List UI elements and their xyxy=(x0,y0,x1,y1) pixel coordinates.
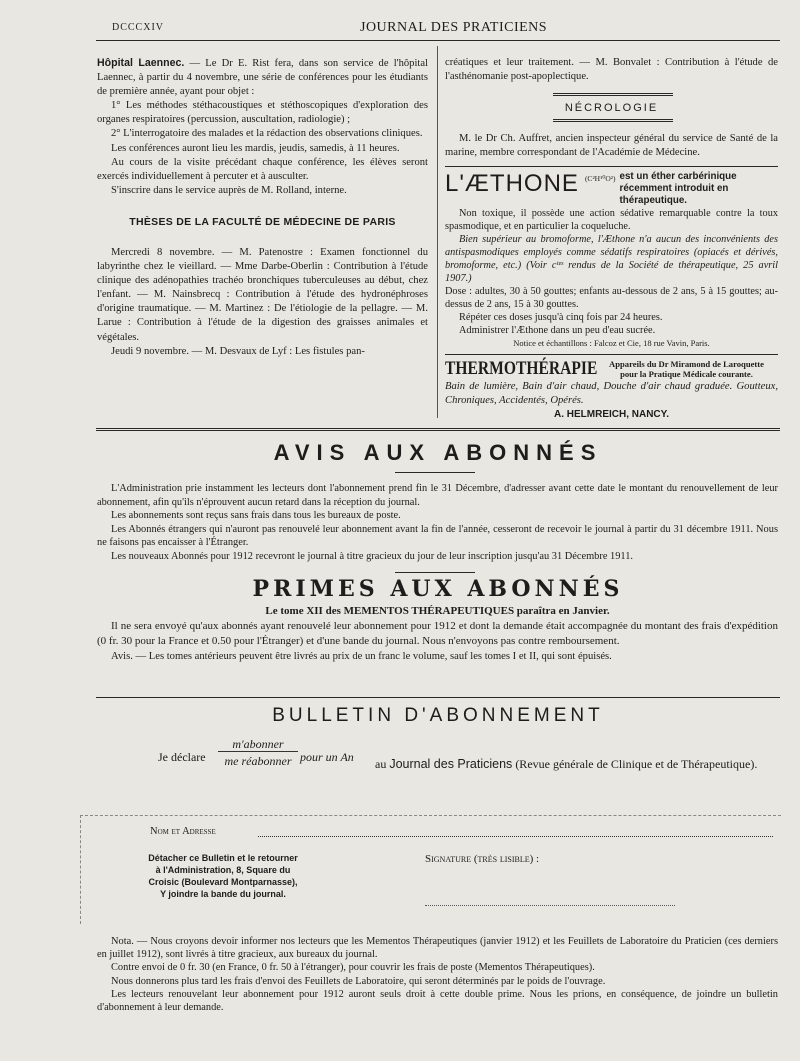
necrologie-title: NÉCROLOGIE xyxy=(564,102,659,115)
necro-rule-bottom xyxy=(553,119,673,122)
theses-title: THÈSES DE LA FACULTÉ DE MÉDECINE DE PARIS xyxy=(129,215,396,228)
primes-body xyxy=(97,604,778,664)
journal-title: JOURNAL DES PRATICIENS xyxy=(360,20,548,35)
thermotherapie-ad xyxy=(445,358,778,420)
nota-p4: Les lecteurs renouvelant leur abonnement pour 1912 auront seuls droit à cette double prime. Nous les prions, en conséquence, de joindre un bulletin d'abonnement à leur demande. xyxy=(97,988,778,1014)
aethone-tagline: est un éther carbérinique récemment introduit en thérapeutique. xyxy=(619,171,737,207)
subscribe-options xyxy=(218,737,298,768)
primes-p2: Il ne sera envoyé qu'aux abonnés ayant renouvelé leur abonnement pour 1912 et dont la demande était accompagnée du montant des frais d'expédition (0 fr. 30 pour la France et 0.50 pour l'Étranger) et d'une bande du journal. Nous n'envoyons pas contre remboursement. xyxy=(97,620,778,647)
primes-p3: Avis. — Les tomes antérieurs peuvent être livrés au prix de un franc le volume, sauf les tomes I et II, qui sont épuisés. xyxy=(111,651,612,662)
aethone-title: L'ÆTHONE xyxy=(445,170,579,198)
avis-rule-2 xyxy=(395,572,475,573)
column-divider xyxy=(437,46,438,418)
detach-note xyxy=(123,852,323,900)
au-text: au xyxy=(375,757,387,771)
necrologie-text: M. le Dr Ch. Auffret, ancien inspecteur général du service de Santé de la marine, membre correspondant de l'Académie de Médecine. xyxy=(445,133,778,159)
bulletin-journal-line xyxy=(375,750,778,778)
right-column xyxy=(445,56,778,420)
primes-p1: Le tome XII des MEMENTOS THÉRAPEUTIQUES paraîtra en Janvier. xyxy=(265,605,610,617)
nota-section xyxy=(97,935,778,1014)
aethone-notice: Notice et échantillons : Falcoz et Cie, 18 rue Vavin, Paris. xyxy=(513,338,710,349)
nota-p1: Nota. — Nous croyons devoir informer nos lecteurs que les Mementos Thérapeutiques (janvier 1912) et les Feuillets de Laboratoire du Praticien (ces derniers en juillet 1912), sont livrés à titre gracieux, aux bureaux du journal. xyxy=(97,936,778,961)
aethone-repeat: Répéter ces doses jusqu'à cinq fois par 24 heures. xyxy=(459,312,663,324)
nom-field[interactable] xyxy=(258,836,773,837)
thermo-rule xyxy=(445,354,778,355)
declare-text: Je déclare xyxy=(158,750,206,764)
aethone-p2: Bien supérieur au bromoforme, l'Æthone n'a aucun des inconvénients des antispasmodiques employés comme sédatifs respiratoires (opiacés et dérivés, bromoforme, etc.) (Voir cᵗᵉˢ rendus de la Société de thérapeutique, 25 avril 1907.) xyxy=(445,234,778,285)
left-column xyxy=(97,56,428,359)
aethone-formula: (C²H¹⁰O²) xyxy=(584,174,616,184)
nota-p3: Nous donnerons plus tard les frais d'envoi des Feuillets de Laboratoire, qui seront déterminés par le poids de l'ouvrage. xyxy=(111,975,606,987)
thermo-tag-1: Appareils du Dr Miramond de Laroquette xyxy=(609,359,764,370)
avis-body xyxy=(97,482,778,564)
signature-label: Signature (très lisible) : xyxy=(425,853,540,865)
hopital-item: S'inscrire dans le service auprès de M. Rolland, interne. xyxy=(111,184,347,196)
section-rule xyxy=(96,428,780,431)
thermo-title: THERMOTHÉRAPIE xyxy=(445,358,598,380)
hopital-item: 1° Les méthodes stéthacoustiques et stéthoscopiques d'exploration des organes respiratoires (percussion, auscultation, radiologie) ; xyxy=(97,100,428,126)
avis-p4: Les nouveaux Abonnés pour 1912 recevront le journal à titre gracieux du jour de leur inscription jusqu'au 31 Décembre 1911. xyxy=(111,550,634,562)
necro-rule-top xyxy=(553,93,673,96)
detach-line: Y joindre la bande du journal. xyxy=(160,889,286,899)
header-rule xyxy=(96,40,780,41)
thermo-tagline xyxy=(595,359,778,379)
aethone-ad xyxy=(445,171,778,349)
option-abonner: m'abonner xyxy=(232,737,284,751)
hopital-item: Au cours de la visite précédant chaque conférence, les élèves seront exercés individuellement à percuter et à ausculter. xyxy=(97,156,428,182)
avis-p1: L'Administration prie instamment les lecteurs dont l'abonnement prend fin le 31 Décembre, d'adresser avant cette date le montant du renouvellement de leur abonnement, afin qu'ils n'éprouvent aucun retard dans la réception du journal. xyxy=(97,483,778,508)
journal-rest: (Revue générale de Clinique et de Thérapeutique). xyxy=(515,757,758,771)
signature-field[interactable] xyxy=(425,905,675,906)
primes-title: PRIMES AUX ABONNÉS xyxy=(252,576,624,602)
theses-text: Mercredi 8 novembre. — M. Patenostre : Examen fonctionnel du labyrinthe chez le vieillard. — Mme Darbe-Oberlin : Contribution à l'étude clinique des adénopathies trachéo bronchiques tuberculeuses au début, chez l'enfant. — M. Nainsbrecq : Contribution à l'étude des hydronéphroses d'origine traumatique. — M. Martinez : De l'étiologie de la pellagre. — M. Larue : Contribution à l'étude de la digestion des graisses animales et végétales. xyxy=(97,246,428,343)
avis-title: AVIS AUX ABONNÉS xyxy=(273,440,603,465)
hopital-title: Hôpital Laennec. xyxy=(97,57,185,69)
thermo-text: Bain de lumière, Bain d'air chaud, Douche d'air chaud graduée. Goutteux, Chroniques, Accidentés, Opérés. xyxy=(445,381,778,407)
nota-p2: Contre envoi de 0 fr. 30 (en France, 0 fr. 50 à l'étranger), pour couvrir les frais de poste (Mementos Thérapeutiques). xyxy=(111,962,595,974)
hopital-item: 2° L'interrogatoire des malades et la rédaction des observations cliniques. xyxy=(111,128,423,140)
hopital-item: Les conférences auront lieu les mardis, jeudis, samedis, à 11 heures. xyxy=(111,142,400,154)
detach-line: Détacher ce Bulletin et le retourner xyxy=(148,853,298,863)
aethone-admin: Administrer l'Æthone dans un peu d'eau sucrée. xyxy=(459,325,656,337)
avis-rule xyxy=(395,472,475,473)
detach-line: Croisic (Boulevard Montparnasse), xyxy=(148,877,298,887)
page-number: DCCCXIV xyxy=(112,22,165,33)
nom-label: Nom et Adresse xyxy=(150,826,216,837)
hopital-text: — Le Dr E. Rist fera, dans son service de l'hôpital Laennec, à partir du 4 novembre, une série de conférences pour les étudiants de première année, ayant pour objet : xyxy=(97,58,428,98)
option-reabonner: me réabonner xyxy=(218,751,298,768)
journal-name: Journal des Praticiens xyxy=(389,757,513,771)
theses-text-2: Jeudi 9 novembre. — M. Desvaux de Lyf : Les fistules pan- xyxy=(111,345,365,357)
bulletin-rule xyxy=(96,697,780,698)
pour-un-an: pour un An xyxy=(300,750,354,764)
hopital-paragraph xyxy=(97,56,428,99)
thermo-sign: A. HELMREICH, NANCY. xyxy=(553,409,669,421)
aethone-rule xyxy=(445,166,778,167)
aethone-p1: Non toxique, il possède une action sédative remarquable contre la toux spasmodique, et en particulier la coqueluche. xyxy=(445,208,778,233)
continuation-text: créatiques et leur traitement. — M. Bonvalet : Contribution à l'étude de l'asthénomanie post-apoplectique. xyxy=(445,57,778,83)
thermo-tag-2: pour la Pratique Médicale courante. xyxy=(620,369,753,380)
avis-p3: Les Abonnés étrangers qui n'auront pas renouvelé leur abonnement avant la fin de l'année, cesseront de recevoir le journal à partir du 31 décembre 1911. Nous ne faisons pas encaisser à l'Étranger. xyxy=(97,523,778,549)
bulletin-title: BULLETIN D'ABONNEMENT xyxy=(272,705,604,726)
detach-line: à l'Administration, 8, Square du xyxy=(155,865,291,875)
avis-p2: Les abonnements sont reçus sans frais dans tous les bureaux de poste. xyxy=(111,510,401,522)
aethone-dose: Dose : adultes, 30 à 50 gouttes; enfants au-dessous de 2 ans, 5 à 15 gouttes; au-dessus de 2 ans, 15 à 30 gouttes. xyxy=(445,286,778,311)
